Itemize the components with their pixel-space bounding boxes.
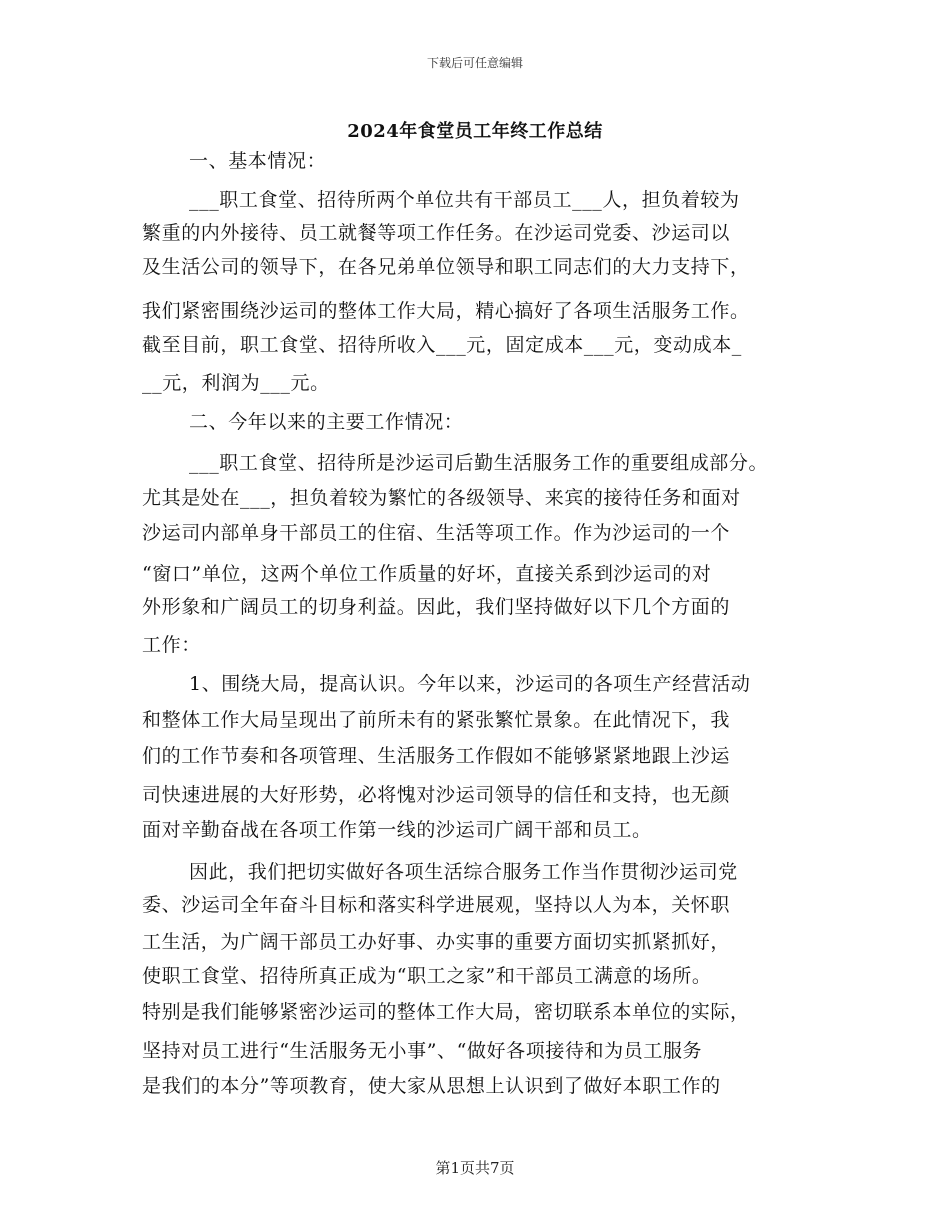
paragraph-line: 因此，我们把切实做好各项生活综合服务工作当作贯彻沙运司党 xyxy=(189,861,738,883)
paragraph-line: 及生活公司的领导下，在各兄弟单位领导和职工同志们的大力支持下， xyxy=(142,256,750,278)
header-note: 下载后可任意编辑 xyxy=(426,56,523,70)
paragraph-line: 是我们的本分”等项教育，使大家从思想上认识到了做好本职工作的 xyxy=(142,1075,721,1097)
paragraph-line: 特别是我们能够紧密沙运司的整体工作大局，密切联系本单位的实际， xyxy=(142,1001,750,1023)
paragraph-line: 沙运司内部单身干部员工的住宿、生活等项工作。作为沙运司的一个 xyxy=(142,522,731,544)
paragraph-line: 外形象和广阔员工的切身利益。因此，我们坚持做好以下几个方面的 xyxy=(142,596,731,618)
paragraph-line: 工作： xyxy=(142,634,201,656)
paragraph-line: 1、围绕大局，提高认识。今年以来，沙运司的各项生产经营活动 xyxy=(189,673,751,695)
paragraph-line: 司快速进展的大好形势，必将愧对沙运司领导的信任和支持，也无颜 xyxy=(142,784,731,806)
paragraph-line: 委、沙运司全年奋斗目标和落实科学进展观，坚持以人为本，关怀职 xyxy=(142,894,731,916)
paragraph-line: 们的工作节奏和各项管理、生活服务工作假如不能够紧紧地跟上沙运 xyxy=(142,745,731,767)
paragraph-line: 截至目前，职工食堂、招待所收入___元，固定成本___元，变动成本_ xyxy=(142,334,742,356)
paragraph-line: “窗口”单位，这两个单位工作质量的好坏，直接关系到沙运司的对 xyxy=(142,563,712,585)
section-heading-2: 二、今年以来的主要工作情况： xyxy=(189,411,464,433)
paragraph-line: ___职工食堂、招待所两个单位共有干部员工___人，担负着较为 xyxy=(189,189,740,211)
paragraph-line: 尤其是处在___，担负着较为繁忙的各级领导、来宾的接待任务和面对 xyxy=(142,487,741,509)
page-number: 第1页共7页 xyxy=(435,1159,515,1177)
paragraph-line: 繁重的内外接待、员工就餐等项工作任务。在沙运司党委、沙运司以 xyxy=(142,222,731,244)
paragraph-line: 和整体工作大局呈现出了前所未有的紧张繁忙景象。在此情况下，我 xyxy=(142,709,731,731)
paragraph-line: 面对辛勤奋战在各项工作第一线的沙运司广阔干部和员工。 xyxy=(142,819,652,841)
section-heading-1: 一、基本情况： xyxy=(189,150,327,172)
paragraph-line: ___职工食堂、招待所是沙运司后勤生活服务工作的重要组成部分。 xyxy=(189,452,769,474)
paragraph-line: 坚持对员工进行“生活服务无小事”、“做好各项接待和为员工服务 xyxy=(142,1040,703,1062)
paragraph-line: 我们紧密围绕沙运司的整体工作大局，精心搞好了各项生活服务工作。 xyxy=(142,300,750,322)
paragraph-line: 工生活，为广阔干部员工办好事、办实事的重要方面切实抓紧抓好， xyxy=(142,931,731,953)
paragraph-line: 使职工食堂、招待所真正成为“职工之家”和干部员工满意的场所。 xyxy=(142,965,712,987)
document-title: 2024年食堂员工年终工作总结 xyxy=(347,121,603,142)
paragraph-line: __元，利润为___元。 xyxy=(142,372,330,394)
